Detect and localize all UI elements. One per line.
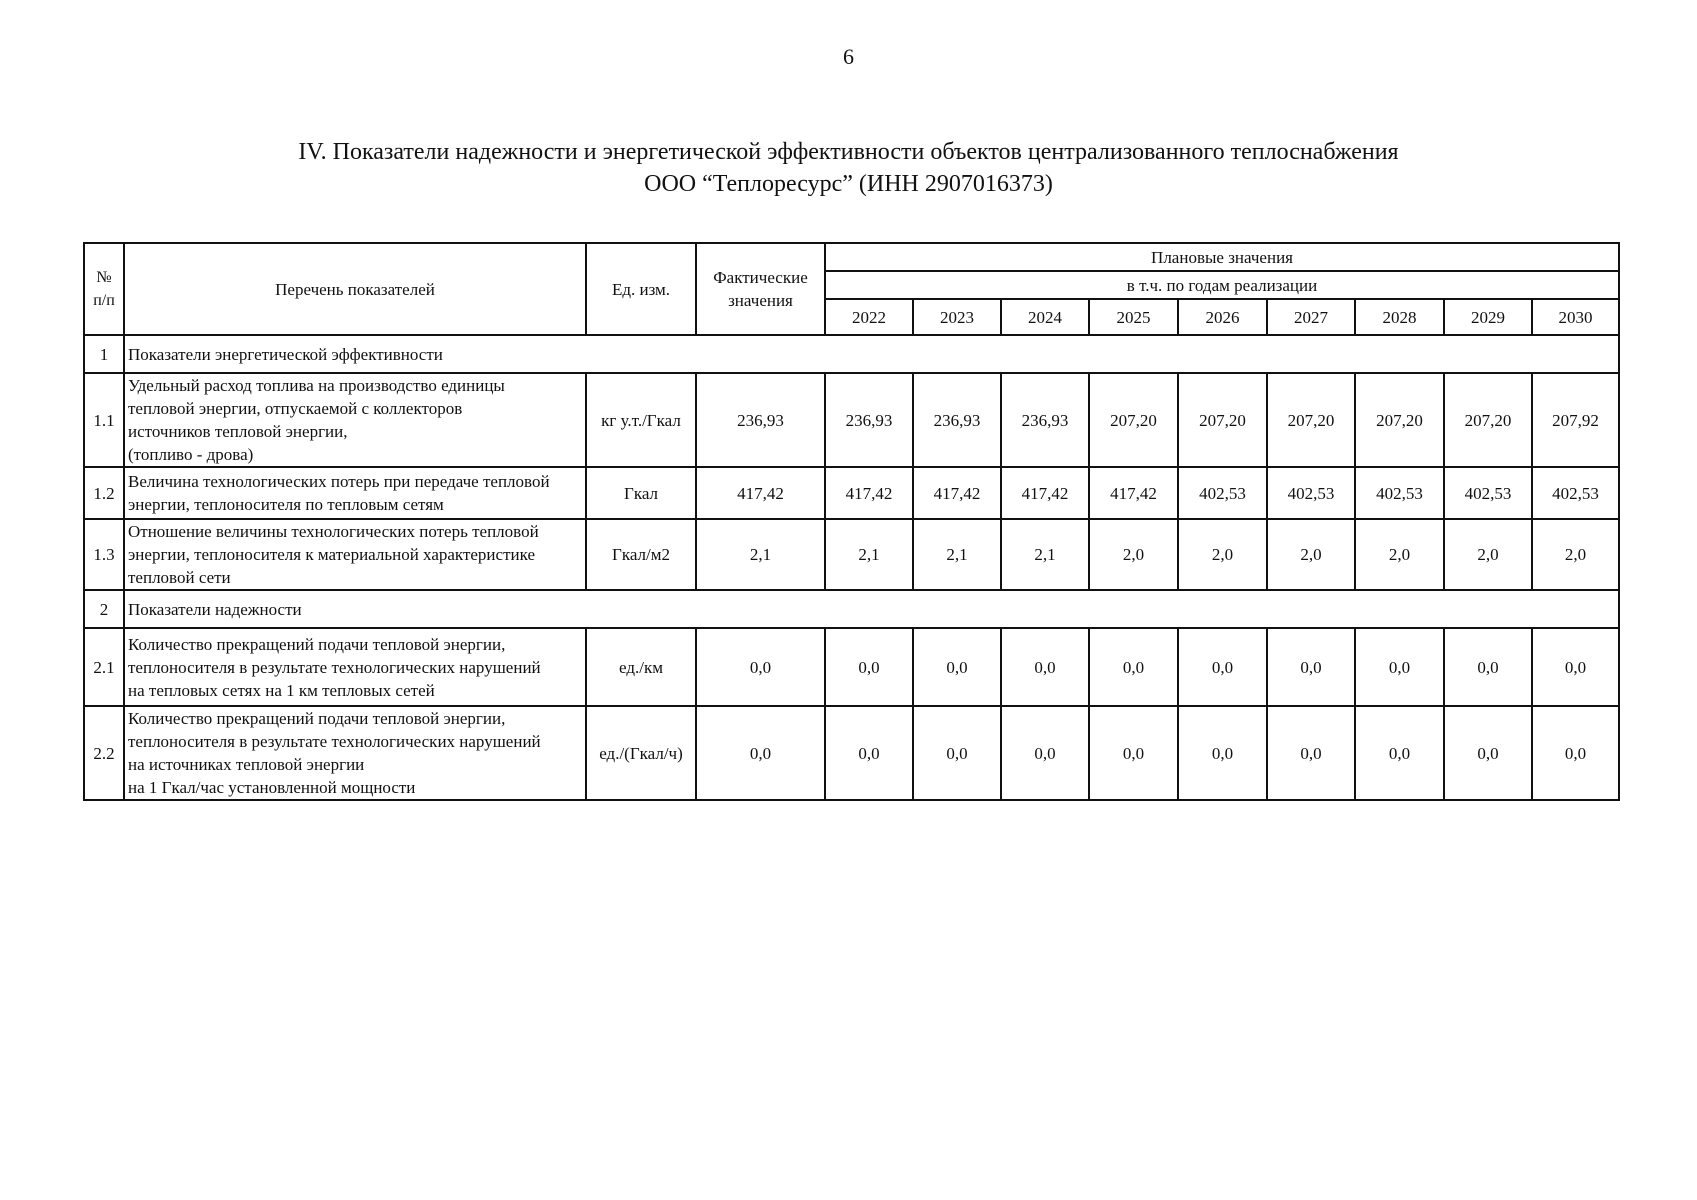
planned-value: 2,0 xyxy=(1089,519,1178,590)
indicator-name xyxy=(124,628,586,706)
row-number: 1.3 xyxy=(84,519,124,590)
planned-value: 207,20 xyxy=(1355,373,1444,467)
header-unit: Ед. изм. xyxy=(586,243,696,335)
header-year: 2029 xyxy=(1444,299,1532,335)
section-number: 1 xyxy=(84,335,124,373)
section-title: Показатели надежности xyxy=(124,590,1619,628)
planned-value: 417,42 xyxy=(913,467,1001,519)
indicator-name-line: тепловой энергии, отпускаемой с коллекторов xyxy=(128,399,463,418)
planned-value: 0,0 xyxy=(1001,706,1089,800)
indicator-name-line: на источниках тепловой энергии xyxy=(128,755,365,774)
planned-value: 207,20 xyxy=(1178,373,1267,467)
planned-value: 0,0 xyxy=(825,628,913,706)
header-year: 2023 xyxy=(913,299,1001,335)
indicator-name-line: на тепловых сетях на 1 км тепловых сетей xyxy=(128,680,435,700)
indicator-name-line: источников тепловой энергии, xyxy=(128,422,348,441)
indicator-name-line: Удельный расход топлива на производство единицы xyxy=(128,376,505,395)
planned-value: 207,20 xyxy=(1444,373,1532,467)
row-number: 2.2 xyxy=(84,706,124,800)
planned-value: 2,0 xyxy=(1355,519,1444,590)
actual-value: 236,93 xyxy=(696,373,825,467)
planned-value: 402,53 xyxy=(1178,467,1267,519)
planned-value: 207,92 xyxy=(1532,373,1619,467)
planned-value: 0,0 xyxy=(1532,628,1619,706)
indicator-name-line: теплоносителя в результате технологических нарушений xyxy=(128,657,541,677)
unit: кг у.т./Гкал xyxy=(586,373,696,467)
planned-value: 0,0 xyxy=(1089,706,1178,800)
section-row xyxy=(84,335,1619,373)
planned-value: 0,0 xyxy=(1178,706,1267,800)
table-row xyxy=(84,373,1619,467)
planned-value: 0,0 xyxy=(1355,706,1444,800)
indicator-name-line: тепловой сети xyxy=(128,568,231,587)
planned-value: 0,0 xyxy=(1267,628,1355,706)
planned-value: 2,0 xyxy=(1444,519,1532,590)
planned-value: 0,0 xyxy=(1532,706,1619,800)
planned-value: 236,93 xyxy=(825,373,913,467)
unit: ед./(Гкал/ч) xyxy=(586,706,696,800)
section-number: 2 xyxy=(84,590,124,628)
planned-value: 0,0 xyxy=(1089,628,1178,706)
planned-value: 417,42 xyxy=(1089,467,1178,519)
table-row xyxy=(84,519,1619,590)
actual-value: 417,42 xyxy=(696,467,825,519)
planned-value: 0,0 xyxy=(1444,706,1532,800)
header-year: 2026 xyxy=(1178,299,1267,335)
indicator-name-line: Количество прекращений подачи тепловой энергии, xyxy=(128,709,506,728)
planned-value: 236,93 xyxy=(913,373,1001,467)
planned-value: 0,0 xyxy=(1355,628,1444,706)
planned-value: 0,0 xyxy=(913,628,1001,706)
table-row xyxy=(84,706,1619,800)
planned-value: 207,20 xyxy=(1089,373,1178,467)
planned-value: 417,42 xyxy=(825,467,913,519)
planned-value: 2,0 xyxy=(1267,519,1355,590)
planned-value: 0,0 xyxy=(1444,628,1532,706)
planned-value: 0,0 xyxy=(1178,628,1267,706)
indicator-name xyxy=(124,519,586,590)
table-row xyxy=(84,628,1619,706)
row-number: 1.2 xyxy=(84,467,124,519)
indicator-name-line: Величина технологических потерь при передаче тепловой xyxy=(128,472,550,491)
planned-value: 0,0 xyxy=(825,706,913,800)
indicator-name xyxy=(124,373,586,467)
actual-value: 2,1 xyxy=(696,519,825,590)
planned-value: 0,0 xyxy=(913,706,1001,800)
actual-value: 0,0 xyxy=(696,628,825,706)
indicator-name-line: (топливо - дрова) xyxy=(128,445,254,464)
header-by-years: в т.ч. по годам реализации xyxy=(825,271,1619,299)
table-row xyxy=(84,467,1619,519)
section-row xyxy=(84,590,1619,628)
header-year: 2028 xyxy=(1355,299,1444,335)
planned-value: 402,53 xyxy=(1267,467,1355,519)
planned-value: 207,20 xyxy=(1267,373,1355,467)
indicator-name-line: теплоносителя в результате технологических нарушений xyxy=(128,732,541,751)
planned-value: 2,0 xyxy=(1532,519,1619,590)
indicator-name xyxy=(124,706,586,800)
planned-value: 402,53 xyxy=(1444,467,1532,519)
header-year: 2030 xyxy=(1532,299,1619,335)
row-number: 2.1 xyxy=(84,628,124,706)
indicator-name-line: энергии, теплоносителя к материальной характеристике xyxy=(128,545,535,564)
planned-value: 2,1 xyxy=(825,519,913,590)
unit: ед./км xyxy=(586,628,696,706)
planned-value: 236,93 xyxy=(1001,373,1089,467)
indicator-name-line: на 1 Гкал/час установленной мощности xyxy=(128,778,416,797)
planned-value: 2,1 xyxy=(913,519,1001,590)
header-actual: Фактические значения xyxy=(696,243,825,335)
actual-value: 0,0 xyxy=(696,706,825,800)
header-year: 2025 xyxy=(1089,299,1178,335)
unit: Гкал/м2 xyxy=(586,519,696,590)
header-planned: Плановые значения xyxy=(825,243,1619,271)
indicator-name xyxy=(124,467,586,519)
planned-value: 2,0 xyxy=(1178,519,1267,590)
title-line-2: ООО “Теплоресурс” (ИНН 2907016373) xyxy=(644,171,1053,197)
planned-value: 2,1 xyxy=(1001,519,1089,590)
header-year: 2024 xyxy=(1001,299,1089,335)
indicator-name-line: энергии, теплоносителя по тепловым сетям xyxy=(128,495,444,514)
title-line-1: IV. Показатели надежности и энергетической эффективности объектов централизованного теплоснабжения xyxy=(298,139,1399,165)
unit: Гкал xyxy=(586,467,696,519)
planned-value: 402,53 xyxy=(1532,467,1619,519)
planned-value: 0,0 xyxy=(1001,628,1089,706)
indicator-name-line: Отношение величины технологических потерь тепловой xyxy=(128,522,539,541)
planned-value: 417,42 xyxy=(1001,467,1089,519)
header-num: № п/п xyxy=(84,243,124,335)
indicator-name-line: Количество прекращений подачи тепловой энергии, xyxy=(128,634,506,654)
planned-value: 402,53 xyxy=(1355,467,1444,519)
header-year: 2027 xyxy=(1267,299,1355,335)
section-title: Показатели энергетической эффективности xyxy=(124,335,1619,373)
header-list: Перечень показателей xyxy=(124,243,586,335)
header-year: 2022 xyxy=(825,299,913,335)
row-number: 1.1 xyxy=(84,373,124,467)
document-title xyxy=(0,136,1697,200)
page-number: 6 xyxy=(843,44,854,69)
planned-value: 0,0 xyxy=(1267,706,1355,800)
indicators-table xyxy=(83,242,1620,801)
